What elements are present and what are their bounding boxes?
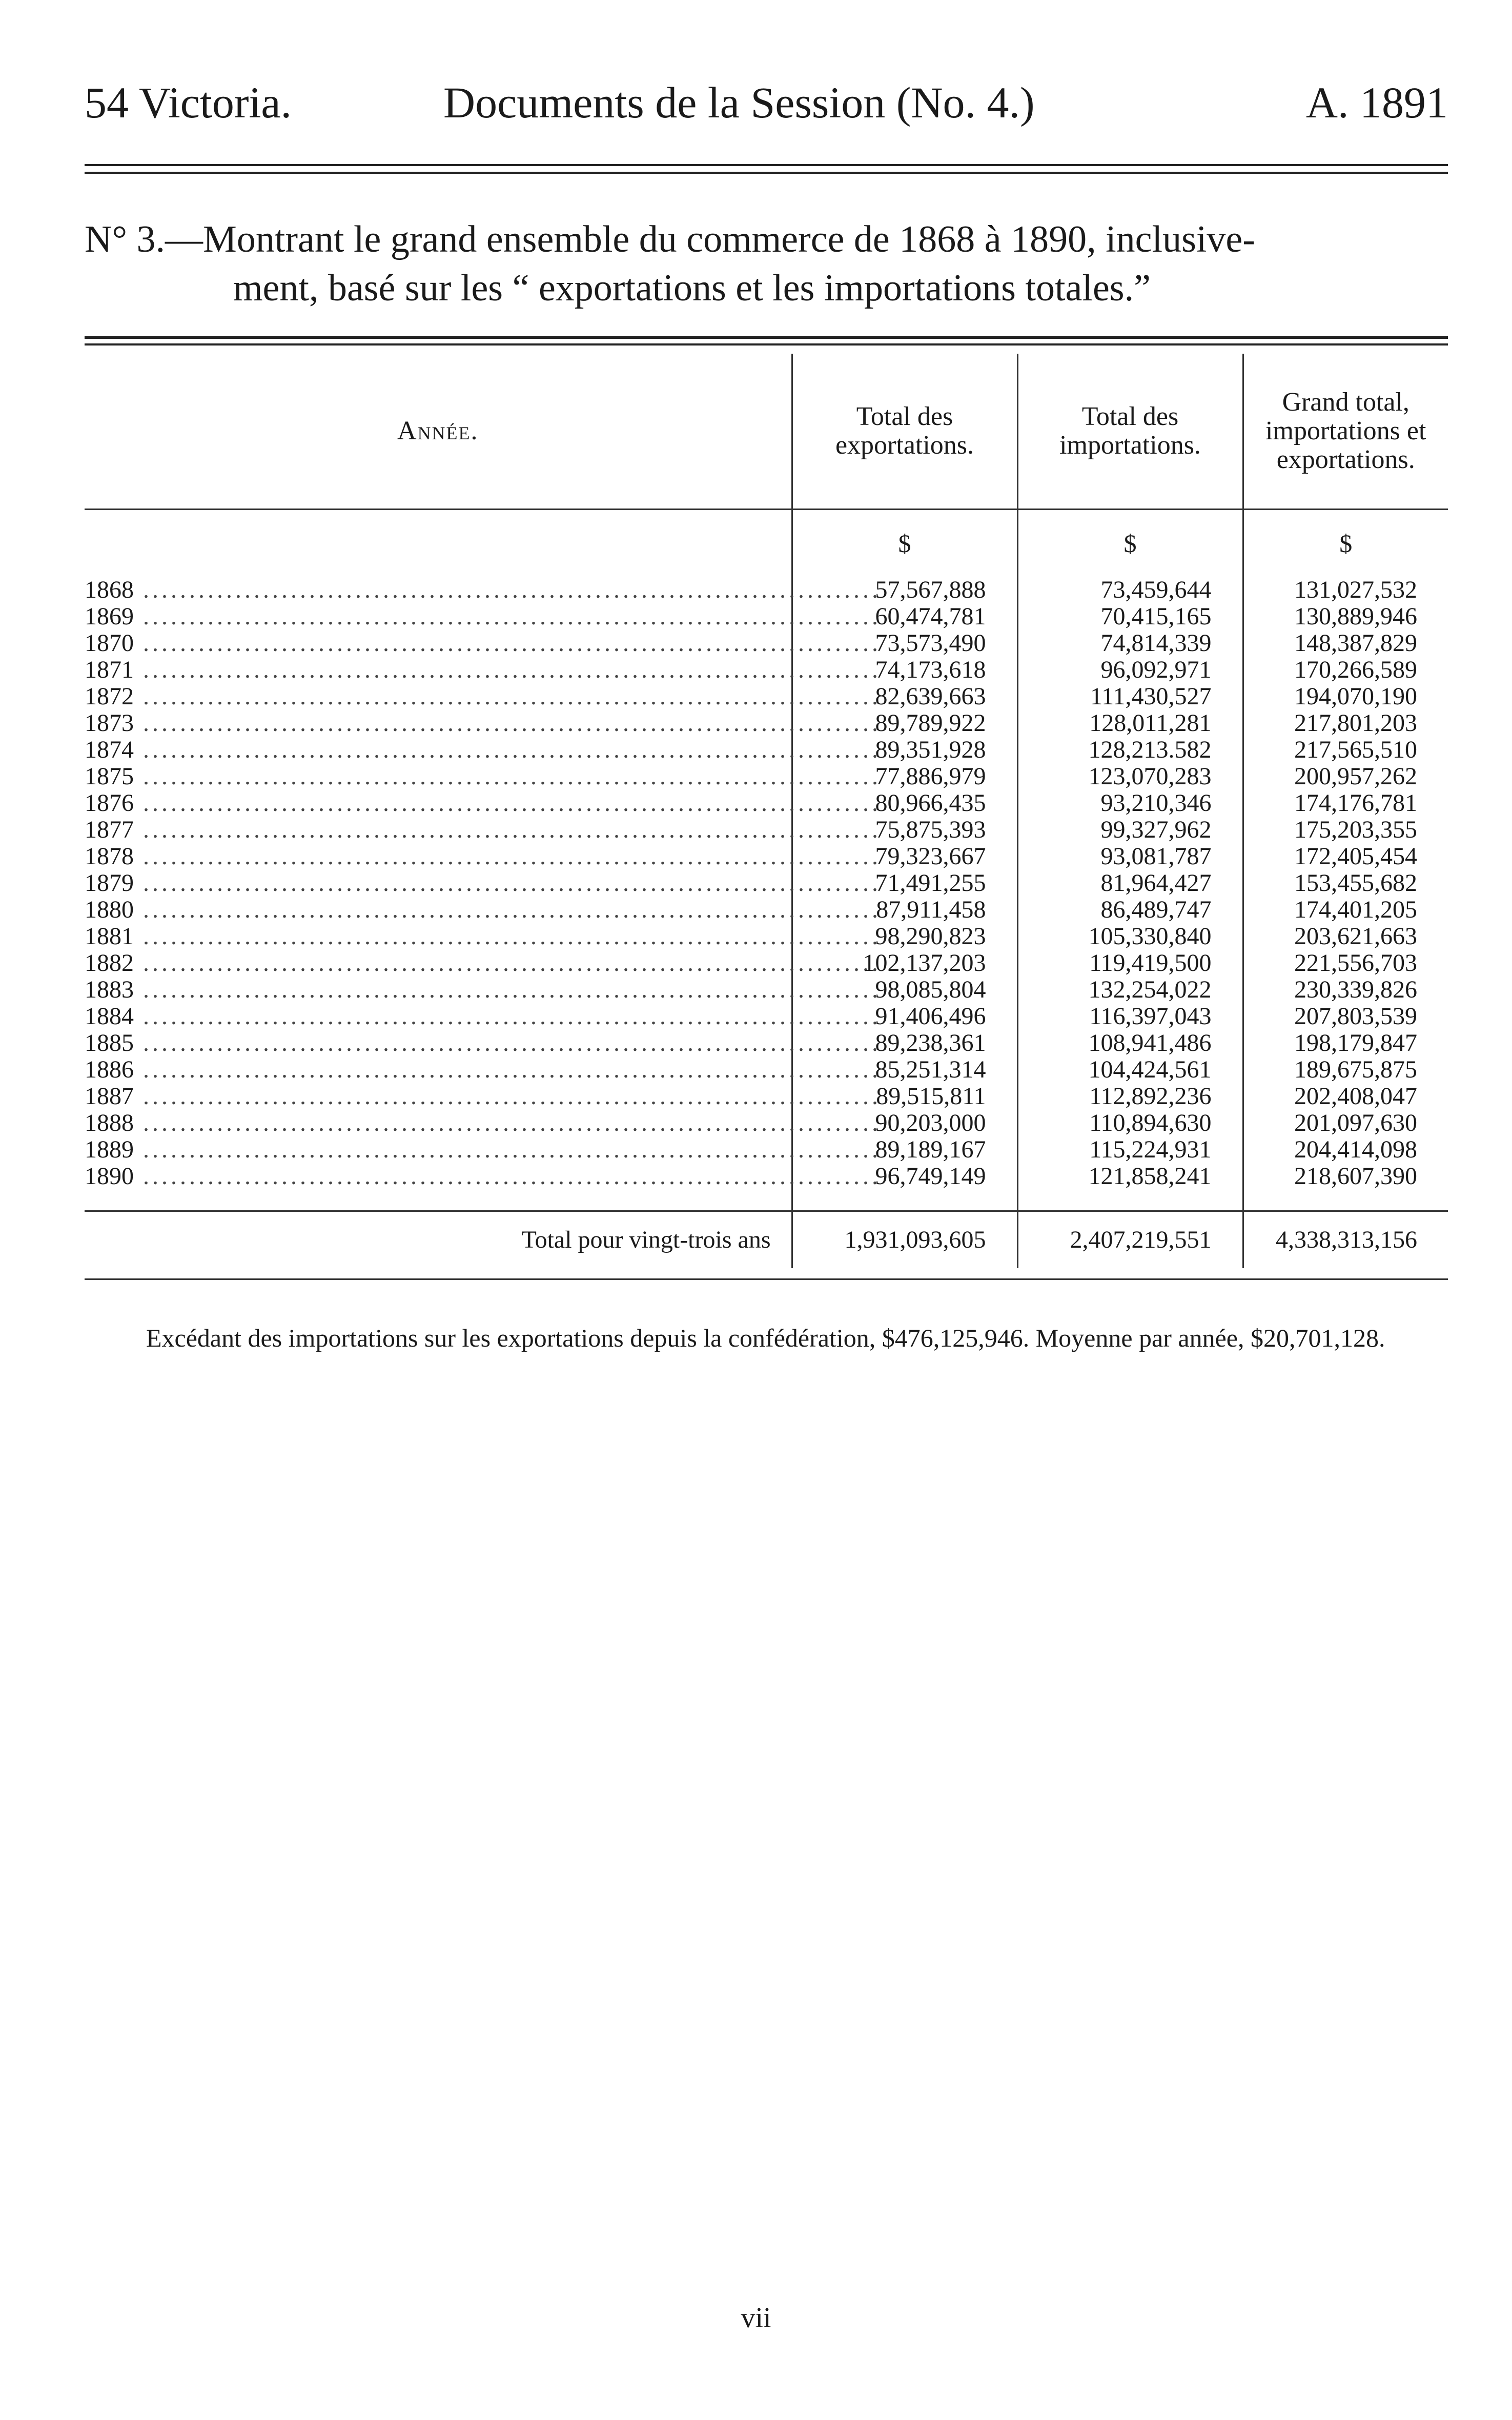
row-year bbox=[85, 1109, 881, 1136]
row-total: 172,405,454 bbox=[1243, 843, 1448, 870]
row-exports: 89,789,922 bbox=[792, 710, 1017, 737]
row-total: 131,027,532 bbox=[1243, 577, 1448, 603]
row-imports: 128,011,281 bbox=[1017, 710, 1243, 737]
year-label: 1871 bbox=[85, 656, 134, 683]
leader-dots: ................................................................................ bbox=[134, 1003, 881, 1030]
row-year bbox=[85, 949, 881, 977]
row-exports: 98,290,823 bbox=[792, 923, 1017, 950]
row-year bbox=[85, 1056, 881, 1083]
currency-total: $ bbox=[1243, 510, 1448, 577]
spacer-cell bbox=[85, 1190, 792, 1211]
row-imports: 132,254,022 bbox=[1017, 977, 1243, 1003]
row-total: 221,556,703 bbox=[1243, 950, 1448, 977]
title-line-1: N° 3.—Montrant le grand ensemble du commerce de 1868 à 1890, inclusive- bbox=[85, 218, 1255, 260]
year-label: 1874 bbox=[85, 736, 134, 763]
year-label: 1868 bbox=[85, 576, 134, 603]
year-label: 1889 bbox=[85, 1136, 134, 1163]
row-exports: 89,238,361 bbox=[792, 1030, 1017, 1056]
table-row bbox=[85, 1110, 1448, 1136]
table-row bbox=[85, 1030, 1448, 1056]
year-label: 1890 bbox=[85, 1163, 134, 1190]
row-year bbox=[85, 923, 881, 950]
row-total: 174,176,781 bbox=[1243, 790, 1448, 817]
row-total: 203,621,663 bbox=[1243, 923, 1448, 950]
table-body bbox=[85, 510, 1448, 1269]
year-label: 1872 bbox=[85, 683, 134, 710]
year-label: 1888 bbox=[85, 1109, 134, 1136]
running-header bbox=[85, 77, 1448, 133]
row-imports: 86,489,747 bbox=[1017, 897, 1243, 923]
leader-dots: ................................................................................ bbox=[134, 763, 881, 790]
header-grand-total: Grand total, importations et exportations. bbox=[1243, 354, 1448, 510]
row-exports: 77,886,979 bbox=[792, 763, 1017, 790]
row-total: 230,339,826 bbox=[1243, 977, 1448, 1003]
row-imports: 108,941,486 bbox=[1017, 1030, 1243, 1056]
leader-dots: ................................................................................ bbox=[134, 1163, 881, 1190]
leader-dots: ................................................................................ bbox=[134, 789, 881, 817]
row-year bbox=[85, 976, 881, 1003]
table-row bbox=[85, 1056, 1448, 1083]
table-row bbox=[85, 870, 1448, 897]
leader-dots: ................................................................................ bbox=[134, 976, 881, 1003]
footnote: Excédant des importations sur les exportations depuis la confédération, $476,125,946. Moyenne par année, $20,701,128. bbox=[146, 1324, 1385, 1352]
row-year bbox=[85, 736, 881, 763]
year-label: 1885 bbox=[85, 1029, 134, 1056]
year-label: 1873 bbox=[85, 709, 134, 737]
row-exports: 96,749,149 bbox=[792, 1163, 1017, 1190]
row-exports: 87,911,458 bbox=[792, 897, 1017, 923]
total-row bbox=[85, 1211, 1448, 1269]
header-year: Année. bbox=[85, 354, 792, 510]
total-label: Total pour vingt-trois ans bbox=[85, 1211, 792, 1269]
row-total: 194,070,190 bbox=[1243, 683, 1448, 710]
row-exports: 89,515,811 bbox=[792, 1083, 1017, 1110]
row-total: 207,803,539 bbox=[1243, 1003, 1448, 1030]
total-grand: 4,338,313,156 bbox=[1243, 1211, 1448, 1269]
row-exports: 82,639,663 bbox=[792, 683, 1017, 710]
row-year bbox=[85, 1029, 881, 1056]
header-right: A. 1891 bbox=[1305, 78, 1448, 127]
year-label: 1884 bbox=[85, 1003, 134, 1030]
row-imports: 119,419,500 bbox=[1017, 950, 1243, 977]
row-imports: 128,213.582 bbox=[1017, 737, 1243, 763]
row-total: 198,179,847 bbox=[1243, 1030, 1448, 1056]
row-imports: 81,964,427 bbox=[1017, 870, 1243, 897]
row-imports: 115,224,931 bbox=[1017, 1136, 1243, 1163]
row-year bbox=[85, 629, 881, 657]
header-rule-2 bbox=[85, 172, 1448, 174]
row-exports: 75,875,393 bbox=[792, 817, 1017, 843]
row-year bbox=[85, 1003, 881, 1030]
row-exports: 80,966,435 bbox=[792, 790, 1017, 817]
row-exports: 79,323,667 bbox=[792, 843, 1017, 870]
leader-dots: ................................................................................ bbox=[134, 1029, 881, 1056]
table-row bbox=[85, 1083, 1448, 1110]
table-row bbox=[85, 950, 1448, 977]
row-total: 170,266,589 bbox=[1243, 657, 1448, 683]
row-exports: 73,573,490 bbox=[792, 630, 1017, 657]
year-label: 1875 bbox=[85, 763, 134, 790]
leader-dots: ................................................................................ bbox=[134, 816, 881, 843]
table-row bbox=[85, 710, 1448, 737]
table-row bbox=[85, 1136, 1448, 1163]
trade-table-wrapper bbox=[85, 354, 1448, 1268]
row-imports: 73,459,644 bbox=[1017, 577, 1243, 603]
header-imports: Total des importations. bbox=[1017, 354, 1243, 510]
year-label: 1882 bbox=[85, 949, 134, 977]
spacer-cell bbox=[792, 1190, 1017, 1211]
leader-dots: ................................................................................ bbox=[134, 869, 881, 897]
total-imports: 2,407,219,551 bbox=[1017, 1211, 1243, 1269]
table-row bbox=[85, 790, 1448, 817]
spacer-row bbox=[85, 1190, 1448, 1211]
year-label: 1887 bbox=[85, 1083, 134, 1110]
row-imports: 93,210,346 bbox=[1017, 790, 1243, 817]
currency-spacer bbox=[85, 510, 792, 577]
row-exports: 85,251,314 bbox=[792, 1056, 1017, 1083]
row-exports: 57,567,888 bbox=[792, 577, 1017, 603]
row-year bbox=[85, 709, 881, 737]
row-year bbox=[85, 1083, 881, 1110]
row-imports: 74,814,339 bbox=[1017, 630, 1243, 657]
leader-dots: ................................................................................ bbox=[134, 843, 881, 870]
row-imports: 110,894,630 bbox=[1017, 1110, 1243, 1136]
spacer-cell bbox=[1243, 1190, 1448, 1211]
table-row bbox=[85, 977, 1448, 1003]
table-title bbox=[85, 215, 1448, 313]
header-exports: Total des exportations. bbox=[792, 354, 1017, 510]
row-imports: 121,858,241 bbox=[1017, 1163, 1243, 1190]
header-center: Documents de la Session (No. 4.) bbox=[443, 78, 1035, 127]
table-row bbox=[85, 683, 1448, 710]
year-label: 1876 bbox=[85, 789, 134, 817]
year-label: 1870 bbox=[85, 629, 134, 657]
row-total: 218,607,390 bbox=[1243, 1163, 1448, 1190]
row-imports: 99,327,962 bbox=[1017, 817, 1243, 843]
table-row bbox=[85, 603, 1448, 630]
leader-dots: ................................................................................ bbox=[134, 603, 881, 630]
row-year bbox=[85, 896, 881, 923]
leader-dots: ................................................................................ bbox=[134, 683, 881, 710]
row-year bbox=[85, 656, 881, 683]
row-total: 175,203,355 bbox=[1243, 817, 1448, 843]
table-row bbox=[85, 1163, 1448, 1190]
leader-dots: ................................................................................ bbox=[134, 1056, 881, 1083]
table-header-row bbox=[85, 354, 1448, 510]
page-number: vii bbox=[741, 2302, 771, 2334]
table-row bbox=[85, 763, 1448, 790]
table-row bbox=[85, 577, 1448, 603]
row-year bbox=[85, 816, 881, 843]
row-imports: 116,397,043 bbox=[1017, 1003, 1243, 1030]
row-year bbox=[85, 869, 881, 897]
year-label: 1878 bbox=[85, 843, 134, 870]
row-year bbox=[85, 576, 881, 603]
header-rule bbox=[85, 164, 1448, 166]
currency-row bbox=[85, 510, 1448, 577]
year-label: 1877 bbox=[85, 816, 134, 843]
row-total: 204,414,098 bbox=[1243, 1136, 1448, 1163]
leader-dots: ................................................................................ bbox=[134, 923, 881, 950]
row-total: 201,097,630 bbox=[1243, 1110, 1448, 1136]
trade-table bbox=[85, 354, 1448, 1268]
table-row bbox=[85, 923, 1448, 950]
spacer-cell bbox=[1017, 1190, 1243, 1211]
leader-dots: ................................................................................ bbox=[134, 896, 881, 923]
year-label: 1883 bbox=[85, 976, 134, 1003]
row-year bbox=[85, 843, 881, 870]
row-exports: 102,137,203 bbox=[792, 950, 1017, 977]
row-year bbox=[85, 1163, 881, 1190]
leader-dots: ................................................................................ bbox=[134, 576, 881, 603]
row-total: 202,408,047 bbox=[1243, 1083, 1448, 1110]
row-total: 130,889,946 bbox=[1243, 603, 1448, 630]
currency-exports: $ bbox=[792, 510, 1017, 577]
year-label: 1886 bbox=[85, 1056, 134, 1083]
table-row bbox=[85, 817, 1448, 843]
row-imports: 105,330,840 bbox=[1017, 923, 1243, 950]
row-exports: 89,351,928 bbox=[792, 737, 1017, 763]
row-total: 174,401,205 bbox=[1243, 897, 1448, 923]
table-row bbox=[85, 897, 1448, 923]
row-year bbox=[85, 763, 881, 790]
table-row bbox=[85, 657, 1448, 683]
table-row bbox=[85, 843, 1448, 870]
year-label: 1879 bbox=[85, 869, 134, 897]
row-imports: 104,424,561 bbox=[1017, 1056, 1243, 1083]
table-bottom-rule bbox=[85, 1278, 1448, 1280]
leader-dots: ................................................................................ bbox=[134, 1083, 881, 1110]
leader-dots: ................................................................................ bbox=[134, 656, 881, 683]
leader-dots: ................................................................................ bbox=[134, 1136, 881, 1163]
leader-dots: ................................................................................ bbox=[134, 949, 881, 977]
year-label: 1881 bbox=[85, 923, 134, 950]
leader-dots: ................................................................................ bbox=[134, 736, 881, 763]
header-left: 54 Victoria. bbox=[85, 78, 292, 127]
title-rule bbox=[85, 336, 1448, 339]
row-total: 217,801,203 bbox=[1243, 710, 1448, 737]
row-total: 148,387,829 bbox=[1243, 630, 1448, 657]
row-imports: 93,081,787 bbox=[1017, 843, 1243, 870]
row-total: 189,675,875 bbox=[1243, 1056, 1448, 1083]
row-year bbox=[85, 683, 881, 710]
table-row bbox=[85, 737, 1448, 763]
row-year bbox=[85, 1136, 881, 1163]
row-exports: 91,406,496 bbox=[792, 1003, 1017, 1030]
leader-dots: ................................................................................ bbox=[134, 709, 881, 737]
row-year bbox=[85, 789, 881, 817]
row-imports: 111,430,527 bbox=[1017, 683, 1243, 710]
row-imports: 123,070,283 bbox=[1017, 763, 1243, 790]
row-imports: 96,092,971 bbox=[1017, 657, 1243, 683]
row-exports: 89,189,167 bbox=[792, 1136, 1017, 1163]
row-exports: 90,203,000 bbox=[792, 1110, 1017, 1136]
row-imports: 70,415,165 bbox=[1017, 603, 1243, 630]
year-label: 1880 bbox=[85, 896, 134, 923]
row-total: 217,565,510 bbox=[1243, 737, 1448, 763]
leader-dots: ................................................................................ bbox=[134, 1109, 881, 1136]
row-imports: 112,892,236 bbox=[1017, 1083, 1243, 1110]
currency-imports: $ bbox=[1017, 510, 1243, 577]
table-row bbox=[85, 1003, 1448, 1030]
table-row bbox=[85, 630, 1448, 657]
row-exports: 71,491,255 bbox=[792, 870, 1017, 897]
row-exports: 98,085,804 bbox=[792, 977, 1017, 1003]
row-exports: 74,173,618 bbox=[792, 657, 1017, 683]
row-exports: 60,474,781 bbox=[792, 603, 1017, 630]
row-total: 200,957,262 bbox=[1243, 763, 1448, 790]
title-line-2: ment, basé sur les “ exportations et les importations totales.” bbox=[233, 267, 1151, 309]
row-year bbox=[85, 603, 881, 630]
title-rule-2 bbox=[85, 343, 1448, 345]
row-total: 153,455,682 bbox=[1243, 870, 1448, 897]
leader-dots: ................................................................................ bbox=[134, 629, 881, 657]
total-exports: 1,931,093,605 bbox=[792, 1211, 1017, 1269]
year-label: 1869 bbox=[85, 603, 134, 630]
